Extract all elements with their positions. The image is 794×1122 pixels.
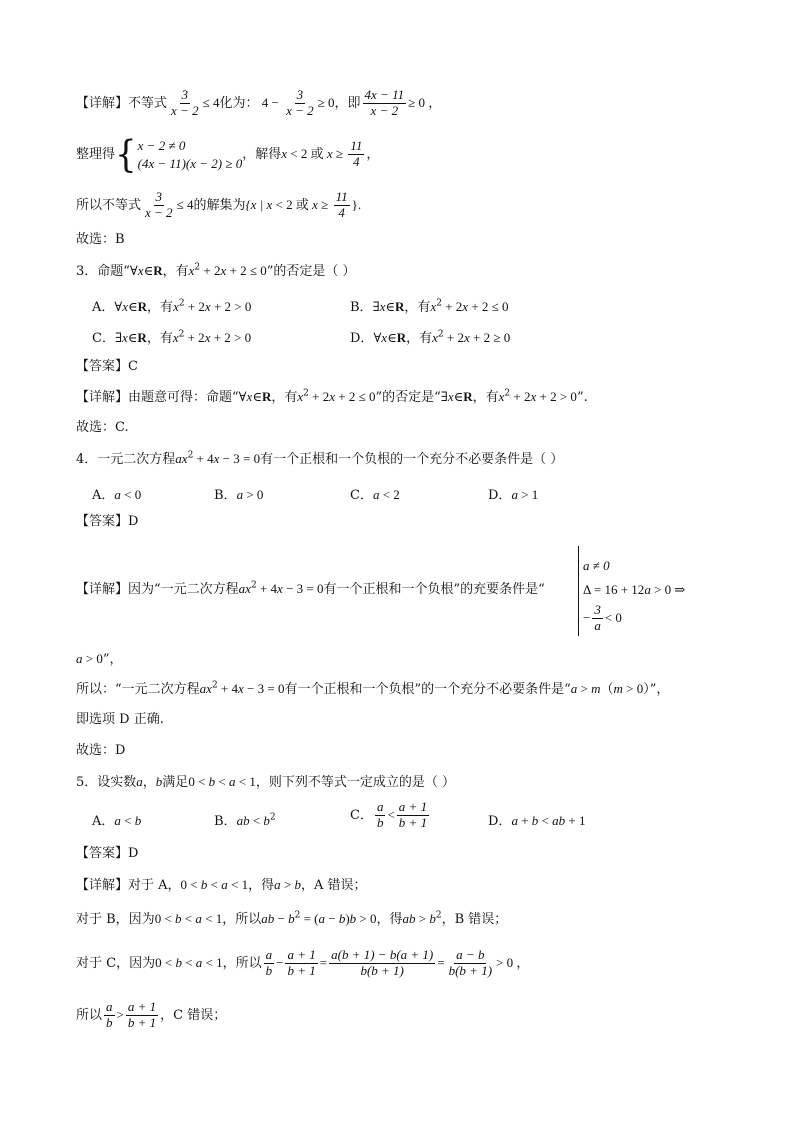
q3-answer [76,360,138,373]
q2-detail-line3: 所以不等式 $\frac{3}{x - 2}$ ≤ 4的解集为{x | x < 2 或 x ≥ $\frac{11}{4}$ }. [76,189,362,220]
q3-option-a: A．∀x∈R，有$x^2 + 2x + 2 > 0$ [92,298,252,315]
q4-detail-end: a > 0”， [76,651,123,667]
text: ，得 [376,912,403,927]
text: ，有 [406,331,433,346]
text: 满足 [162,775,189,790]
text: 【答案】 [76,846,129,861]
q3-choose [76,421,129,434]
q2-detail-line1: 【详解】不等式 $\frac{3}{x - 2}$ ≤ 4化为： 4 − $\frac{3}{x - 2}$ ≥ 0，即 $\frac{4x - 11}{x - 2}$ ≥ 0 ， [76,87,442,118]
q4-answer [76,515,138,528]
text: C [128,359,138,374]
q4-so: 所以：“一元二次方程$ax^2 + 4x - 3 = 0$有一个正根和一个负根”的一个充分不必要条件是“a > m（m > 0）”， [76,680,670,697]
text: C. [115,420,129,435]
text: ，B 错误； [441,912,508,927]
text: C． [350,807,373,823]
q2-detail-line2: 整理得{ x − 2 ≠ 0 (4x − 11)(x − 2) ≥ 0 ，解得x < 2 或 x ≥ $\frac{11}{4}$ ， [76,132,380,177]
text: 有一个正根和一个负根”的一个充分不必要条件是“ [284,682,571,697]
text: 所以不等式 [76,197,142,213]
text: C． [92,331,115,346]
text: ， [142,775,156,790]
q4-choose [76,744,125,757]
text: 即选项 D 正确. [76,712,164,727]
q5-option-b: B．ab < $b^2$ [214,812,276,829]
text: D [128,846,139,861]
text: B [115,232,125,247]
text: ，有 [147,300,174,315]
text: 3．命题“ [76,264,130,279]
text: B． [214,814,237,829]
text: ，解得 [242,147,282,163]
fraction: $\frac{4x - 11}{x - 2}$ [364,87,405,118]
q5-option-a: A．a < b [92,813,142,829]
q5-detail-so: 所以 $\frac{a}{b}$ > $\frac{a + 1}{b + 1}$ ，C 错误； [76,999,227,1030]
system-row: Δ = 16 + 12a > 0 ⇒ [583,582,686,597]
text: ，所以 [222,912,262,927]
text: 化为： [219,95,259,111]
text: 【答案】 [76,359,129,374]
text: 或 [310,147,324,163]
text: 所以 [76,1007,103,1023]
q4-option-d: D．a > 1 [488,487,539,503]
text: 由题意可得：命题“ [128,390,239,405]
text: A． [92,488,115,503]
system-row: a ≠ 0 [583,558,610,573]
text: 的解集为 [193,197,246,213]
text: ）”， [643,682,670,697]
text: 对于 B，因为 [76,912,155,927]
text: 或 [295,197,309,213]
text: C． [350,488,373,503]
system: x − 2 ≠ 0 (4x − 11)(x − 2) ≥ 0 [137,138,243,171]
q5-option-c: C． $\frac{a}{b}$ < $\frac{a + 1}{b + 1}$ [350,799,428,830]
q4-stem: 4．一元二次方程$ax^2 + 4x - 3 = 0$有一个正根和一个负根的一个充分不必要条件是（ ） [76,450,564,467]
text: ，A 错误； [300,878,367,893]
q3-option-d: D．∀x∈R，有$x^2 + 2x + 2 \ge 0$ [350,329,511,346]
q3-option-c: C．∃x∈R，有$x^2 + 2x + 2 > 0$ [92,329,252,346]
text: ，有 [404,300,431,315]
q5-detail-b: 对于 B，因为0 < b < a < 1，所以ab − $b^2 = (a - b)b > 0$，得ab > $b^2$，B 错误； [76,910,508,927]
q5-option-d: D．a + b < ab + 1 [488,813,586,829]
text: ，则下列不等式一定成立的是（ ） [255,775,455,790]
q5-answer [76,847,138,860]
text: 对于 C，因为 [76,955,156,971]
text: 故选： [76,420,116,435]
text: D [115,743,126,758]
system-row: − $\frac{3}{a}$ < 0 [583,602,622,633]
text: D． [488,814,512,829]
text: 【详解】 [76,390,129,405]
system-brace [578,546,579,636]
q4-option-c: C．a < 2 [350,487,400,503]
text: ，有 [146,331,173,346]
detail-label: 【详解】 [76,95,129,111]
text: ”的否定是（ ） [266,264,356,279]
text: 故选： [76,743,116,758]
text: 不等式 [128,95,168,111]
text: 故选： [76,232,116,247]
q4-detail: 【详解】因为“一元二次方程$ax^2 + 4x - 3 = 0$有一个正根和一个负根”的充要条件是“ [76,580,545,597]
text: B． [350,300,373,315]
text: D． [488,488,512,503]
text: ，所以 [222,955,262,971]
text: A． [92,300,115,315]
q4-option-a: A．a < 0 [92,487,142,503]
text: ”. [576,390,588,405]
text: ，得 [248,878,275,893]
text: 【详解】 [76,582,129,597]
text: 所以：“一元二次方程 [76,682,200,697]
text: B． [214,488,237,503]
text: 【答案】 [76,514,129,529]
text: 因为“一元二次方程 [128,582,239,597]
q3-detail: 【详解】由题意可得：命题“∀x∈R，有$x^2 + 2x + 2 \le 0$”的否定是“∃x∈R，有$x^2 + 2x + 2 > 0$”. [76,388,588,405]
text: 有一个正根和一个负根的一个充分不必要条件是（ ） [260,452,564,467]
text: ，有 [162,264,189,279]
q3-stem: 3．命题“∀x∈R，有$x^2 + 2x + 2 \le 0$”的否定是（ ） [76,262,356,279]
q5-stem: 5．设实数a，b满足0 < b < a < 1，则下列不等式一定成立的是（ ） [76,774,455,790]
q4-correct [76,713,164,726]
text: 【详解】 [76,878,129,893]
text: ，C 错误； [160,1007,227,1023]
fraction: $\frac{11}{4}$ [350,138,363,170]
brace: { [115,132,137,177]
text: 有一个正根和一个负根”的充要条件是“ [323,582,545,597]
text: 整理得 [76,147,116,163]
fraction: $\frac{3}{x - 2}$ [286,87,314,118]
q5-detail-a: 【详解】对于 A，0 < b < a < 1，得a > b，A 错误； [76,877,367,893]
q3-option-b: B．∃x∈R，有$x^2 + 2x + 2 \le 0$ [350,298,509,315]
q2-choose [76,233,125,246]
text: D． [350,331,374,346]
text: ，即 [334,95,361,111]
fraction: $\frac{11}{4}$ [335,189,348,220]
text: 4．一元二次方程 [76,452,176,467]
q5-detail-c: 对于 C，因为0 < b < a < 1，所以 $\frac{a}{b}$ − $\frac{a + 1}{b + 1}$ = $\frac{a(b + 1) - b(a + 1)}{b(b + 1)}$ = $\frac{a - b}{b(b + 1)}$ > 0 ， [76,947,530,978]
fraction: $\frac{3}{x - 2}$ [171,87,199,118]
text: ，有 [271,390,298,405]
q4-option-b: B．a > 0 [214,487,264,503]
text: 对于 A， [128,878,181,893]
text: ”， [102,652,123,667]
text: 5．设实数 [76,775,137,790]
text: A． [92,814,115,829]
text: （ [600,682,614,697]
text: ，有 [472,390,499,405]
fraction: $\frac{3}{x - 2}$ [145,189,173,220]
text: D [128,514,139,529]
text: ”的否定是“ [375,390,441,405]
